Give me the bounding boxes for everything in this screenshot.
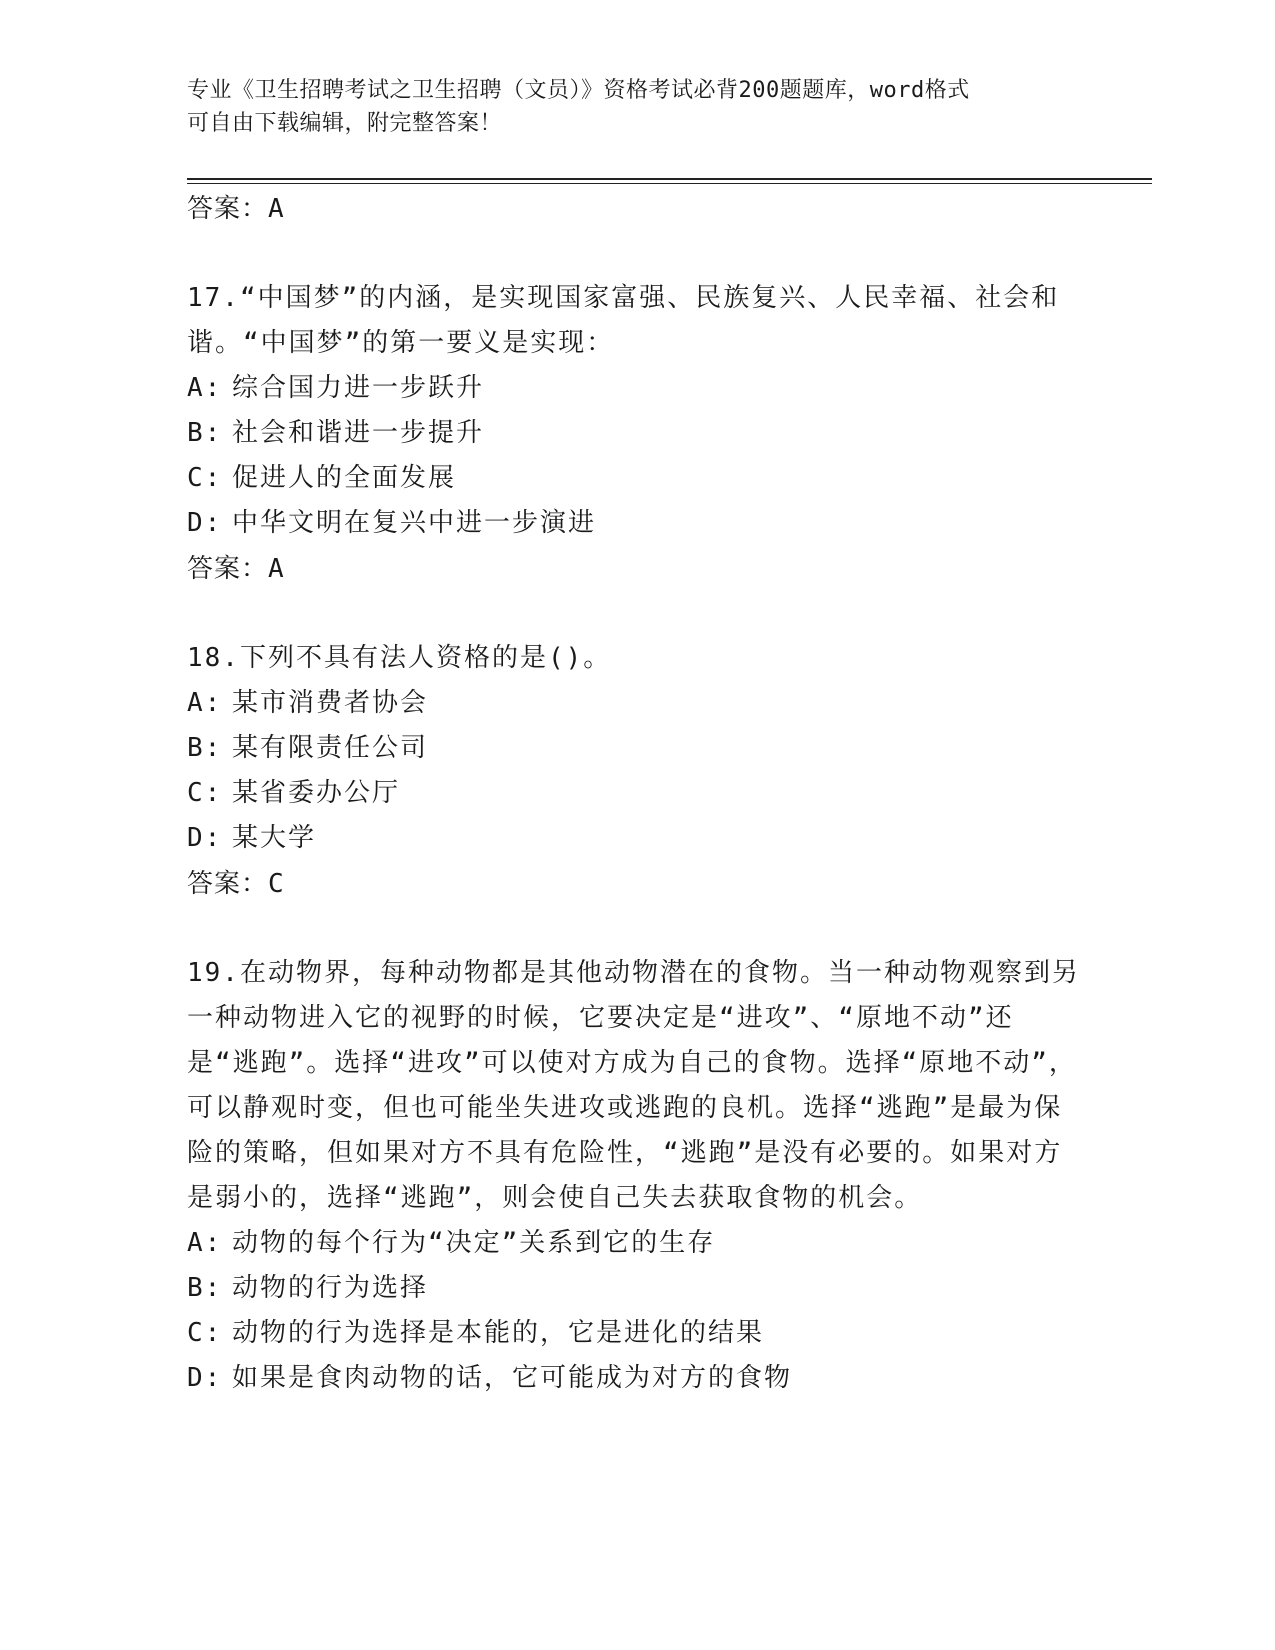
answer-label: 答案： — [187, 194, 269, 224]
option-text: 某大学 — [232, 823, 317, 853]
option-letter: C: — [187, 778, 223, 808]
option-c — [187, 456, 1087, 501]
answer-value: A — [268, 194, 285, 224]
question-19 — [187, 951, 1087, 1401]
answer-line — [187, 186, 1087, 232]
answer-value: A — [268, 554, 285, 584]
option-text: 综合国力进一步跃升 — [232, 373, 485, 403]
document-header — [187, 74, 1067, 140]
option-letter: A: — [187, 688, 223, 718]
option-text: 如果是食肉动物的话，它可能成为对方的食物 — [232, 1363, 793, 1393]
option-text: 动物的行为选择 — [232, 1273, 429, 1303]
header-line-2: 可自由下载编辑，附完整答案！ — [187, 111, 503, 136]
option-text: 某省委办公厅 — [232, 778, 401, 808]
answer-value: C — [268, 869, 285, 899]
option-b — [187, 1266, 1087, 1311]
document-body — [187, 186, 1087, 1401]
question-17 — [187, 276, 1087, 592]
header-rule-thick — [187, 178, 1152, 180]
option-text: 某有限责任公司 — [232, 733, 429, 763]
option-d — [187, 501, 1087, 546]
option-letter: D: — [187, 823, 223, 853]
question-stem: 17.“中国梦”的内涵，是实现国家富强、民族复兴、人民幸福、社会和谐。“中国梦”的第一要义是实现： — [187, 283, 1060, 358]
option-letter: B: — [187, 1273, 223, 1303]
option-text: 社会和谐进一步提升 — [232, 418, 485, 448]
option-d — [187, 816, 1087, 861]
option-text: 中华文明在复兴中进一步演进 — [232, 508, 597, 538]
option-text: 动物的行为选择是本能的，它是进化的结果 — [232, 1318, 765, 1348]
option-letter: C: — [187, 1318, 223, 1348]
option-a — [187, 681, 1087, 726]
option-b — [187, 411, 1087, 456]
option-d — [187, 1356, 1087, 1401]
option-b — [187, 726, 1087, 771]
question-stem: 19.在动物界，每种动物都是其他动物潜在的食物。当一种动物观察到另一种动物进入它的视野的时候，它要决定是“进攻”、“原地不动”还是“逃跑”。选择“进攻”可以使对方成为自己的食物。选择“原地不动”，可以静观时变，但也可能坐失进攻或逃跑的良机。选择“逃跑”是最为保险的策略，但如果对方不具有危险性，“逃跑”是没有必要的。如果对方是弱小的，选择“逃跑”，则会使自己失去获取食物的机会。 — [187, 958, 1080, 1213]
option-text: 促进人的全面发展 — [232, 463, 457, 493]
question-stem: 18.下列不具有法人资格的是()。 — [187, 643, 612, 673]
option-letter: A: — [187, 1228, 223, 1258]
option-text: 某市消费者协会 — [232, 688, 429, 718]
option-c — [187, 1311, 1087, 1356]
header-line-1: 专业《卫生招聘考试之卫生招聘（文员）》资格考试必背200题题库，word格式 — [187, 78, 970, 103]
option-letter: C: — [187, 463, 223, 493]
option-text: 动物的每个行为“决定”关系到它的生存 — [232, 1228, 716, 1258]
answer-label: 答案： — [187, 554, 269, 584]
option-a — [187, 1221, 1087, 1266]
answer-line — [187, 546, 1087, 592]
option-letter: B: — [187, 418, 223, 448]
answer-label: 答案： — [187, 869, 269, 899]
answer-line — [187, 861, 1087, 907]
option-letter: A: — [187, 373, 223, 403]
option-letter: D: — [187, 508, 223, 538]
option-a — [187, 366, 1087, 411]
question-18 — [187, 636, 1087, 907]
option-c — [187, 771, 1087, 816]
option-letter: D: — [187, 1363, 223, 1393]
header-rule-thin — [187, 183, 1152, 184]
option-letter: B: — [187, 733, 223, 763]
